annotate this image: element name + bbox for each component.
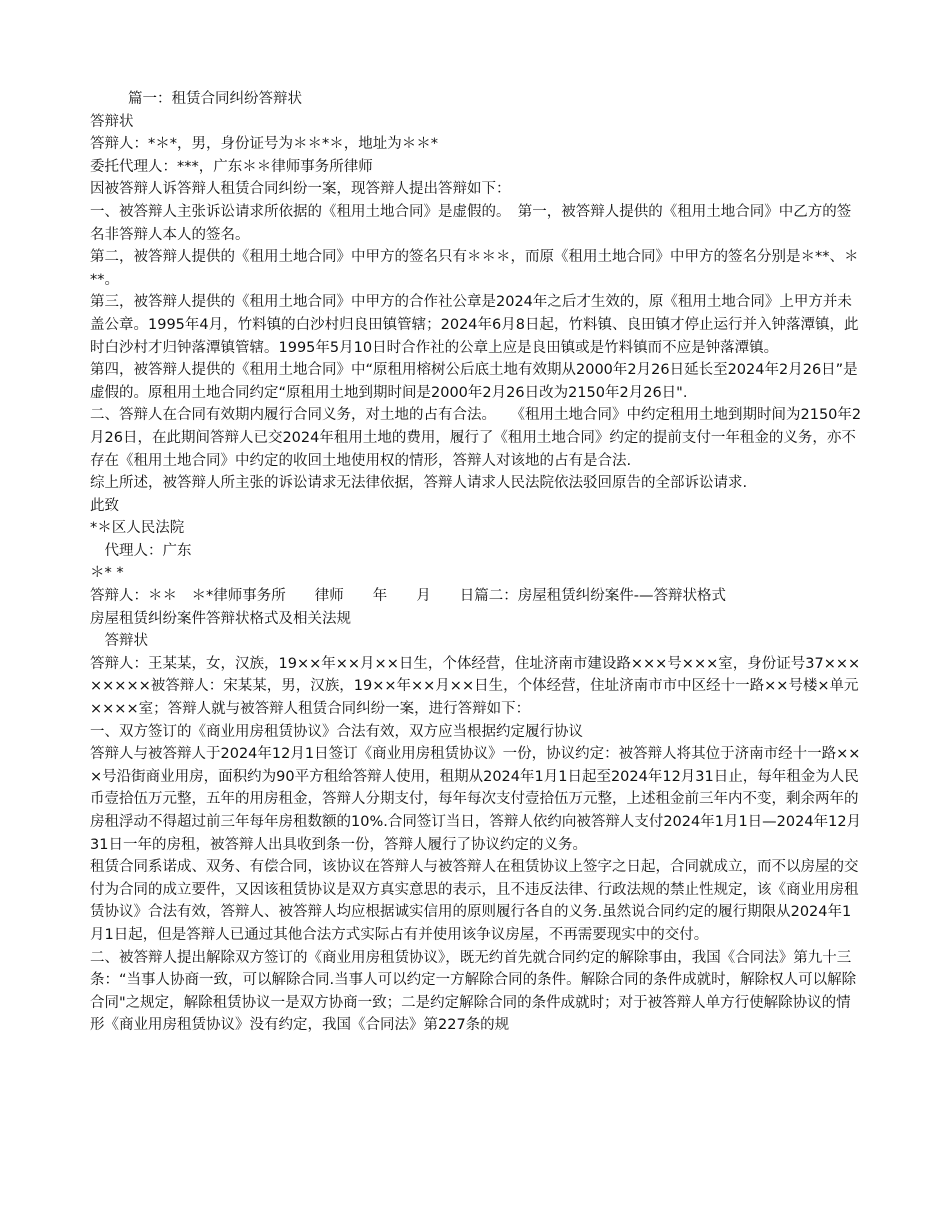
paragraph-fourth: 第四，被答辩人提供的《租用土地合同》中“原租用榕树公后底土地有效期从2000年2月26日延长至2024年2月26日”是虚假的。原租用土地合同约定“原租用土地到期时间是2000年2月26日改为2150年2月26日". (90, 362, 858, 401)
paragraph-point-one: 一、被答辩人主张诉讼请求所依据的《租用土地合同》是虚假的。 第一，被答辩人提供的《租用土地合同》中乙方的签名非答辩人本人的签名。 (90, 203, 852, 243)
paragraph-title-two: 答辩状 (90, 633, 148, 650)
paragraph-intro: 因被答辩人诉答辩人租赁合同纠纷一案，现答辩人提出答辩如下： (90, 181, 511, 198)
paragraph-salutation: 此致 (90, 497, 119, 514)
paragraph-agreement: 答辩人与被答辩人于2024年12月1日签订《商业用房租赁协议》一份，协议约定：被答辩人将其位于济南市经十一路×××号沿街商业用房，面积约为90平方租给答辩人使用，租期从2024年1月1日起至2024年12月31日止，每年租金为人民币壹拾伍万元整，五年的用房租金，答辩人分期支付，每年每次支付壹拾伍万元整，上述租金前三年内不变，剩余两年的房租浮动不得超过前三年每年房租数额的10%.合同签订当日，答辩人依约向被答辩人支付2024年1月1日—2024年12月31日一年的房租，被答辩人出具收到条一份，答辩人履行了协议约定的义务。 (90, 746, 862, 853)
paragraph-contract-nature: 租赁合同系诺成、双务、有偿合同，该协议在答辩人与被答辩人在租赁协议上签字之日起，合同就成立，而不以房屋的交付为合同的成立要件，又因该租赁协议是双方真实意思的表示，且不违反法律、行政法规的禁止性规定，该《商业用房租赁协议》合法有效，答辩人、被答辩人均应根据诚实信用的原则履行各自的义务.虽然说合同约定的履行期限从2024年1月1日起，但是答辩人已通过其他合法方式实际占有并使用该争议房屋，不再需要现实中的交付。 (90, 859, 859, 943)
paragraph-point-two: 二、答辩人在合同有效期内履行合同义务，对土地的占有合法。 《租用土地合同》中约定租用土地到期时间为2150年2月26日，在此期间答辩人已交2024年租用土地的费用，履行了《租用土地合同》约定的提前支付一年租金的义务，亦不存在《租用土地合同》中约定的收回土地使用权的情形，答辩人对该地的占有是合法. (90, 407, 862, 469)
paragraph-third: 第三，被答辩人提供的《租用土地合同》中甲方的合作社公章是2024年之后才生效的，原《租用土地合同》上甲方并未盖公章。1995年4月，竹料镇的白沙村归良田镇管辖；2024年6月8日起，竹料镇、良田镇才停止运行并入钟落潭镇，此时白沙村才归钟落潭镇管辖。1995年5月10日时合作社的公章上应是良田镇或是竹料镇而不应是钟落潭镇。 (90, 294, 859, 356)
paragraph-name-signature: ＊* * (90, 565, 124, 582)
paragraph-agent: 委托代理人：***，广东＊＊律师事务所律师 (90, 158, 373, 175)
paragraph-respondent: 答辩人：*＊*，男，身份证号为＊＊*＊，地址为＊＊* (90, 136, 438, 153)
paragraph-title: 答辩状 (90, 113, 134, 130)
paragraph-subtitle: 房屋租赁纠纷案件答辩状格式及相关法规 (90, 610, 351, 627)
paragraph-agent-signature: 代理人：广东 (90, 542, 192, 559)
paragraph-section-one: 一、双方签订的《商业用房租赁协议》合法有效，双方应当根据约定履行协议 (90, 723, 583, 740)
paragraph-court: *＊区人民法院 (90, 520, 185, 537)
document-heading: 篇一：租赁合同纠纷答辩状 (128, 91, 302, 107)
paragraph-second: 第二，被答辩人提供的《租用土地合同》中甲方的签名只有＊＊＊，而原《租用土地合同》中甲方的签名分别是＊**、＊**。 (90, 249, 859, 288)
paragraph-parties: 答辩人：王某某，女，汉族，19××年××月××日生，个体经营，住址济南市建设路×××号×××室，身份证号37××××××××被答辩人：宋某某，男，汉族，19××年××月××日生，个体经营，住址济南市市中区经十一路××号楼×单元××××室；答辩人就与被答辩人租赁合同纠纷一案，进行答辩如下： (90, 655, 861, 718)
document-body (90, 88, 862, 1037)
paragraph-signature-line: 答辩人：＊＊ ＊*律师事务所 律师 年 月 日篇二：房屋租赁纠纷案件-—答辩状格式 (90, 588, 726, 605)
paragraph-section-two: 二、被答辩人提出解除双方签订的《商业用房租赁协议》，既无约首先就合同约定的解除事由，我国《合同法》第九十三条：“当事人协商一致，可以解除合同.当事人可以约定一方解除合同的条件。解除合同的条件成就时，解除权人可以解除合同"之规定，解除租赁协议一是双方协商一致；二是约定解除合同的条件成就时；对于被答辩人单方行使解除协议的情形《商业用房租赁协议》没有约定，我国《合同法》第227条的规 (90, 949, 857, 1034)
paragraph-conclusion: 综上所述，被答辩人所主张的诉讼请求无法律依据，答辩人请求人民法院依法驳回原告的全部诉讼请求. (90, 475, 748, 492)
